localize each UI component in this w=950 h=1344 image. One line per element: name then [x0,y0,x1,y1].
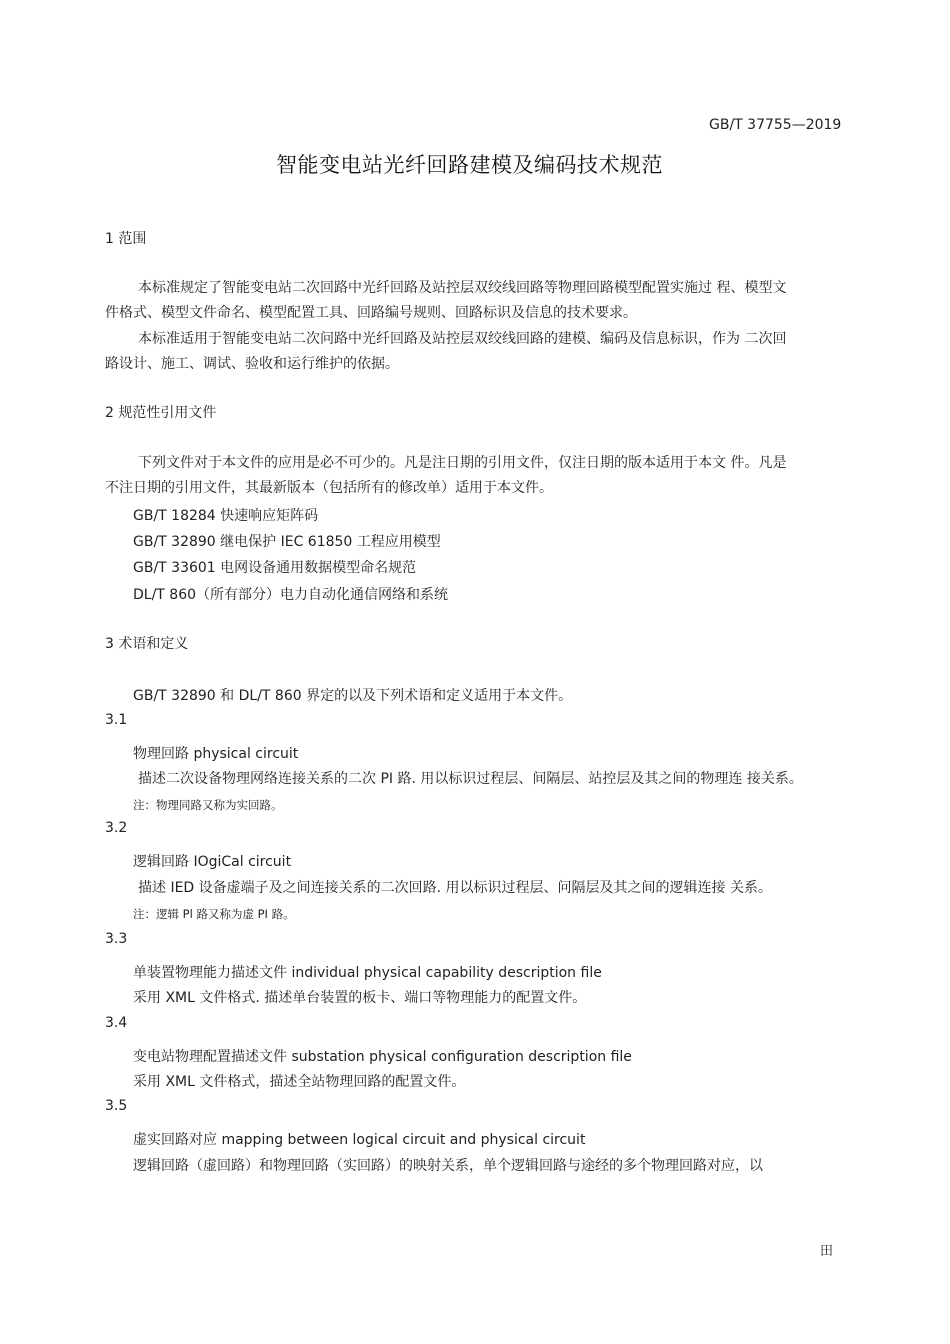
section-1-paragraph-1-line-2: 件格式、模型文件命名、模型配置工具、回路编号规则、回路标识及信息的技术要求。 [105,305,637,321]
reference-item: DL/T 860（所有部分）电力自动化通信网络和系统 [133,587,449,603]
section-1-paragraph-2-line-2: 路设计、施工、调试、验收和运行维护的依据。 [105,356,399,372]
document-title: 智能变电站光纤回路建模及编码技术规范 [276,153,663,177]
term-title: 逻辑回路 IOgiCal circuit [133,854,292,870]
term-title: 变电站物理配置描述文件 substation physical configuration description file [133,1049,632,1065]
term-number: 3.2 [105,820,128,836]
section-1-paragraph-2-line-1: 本标准适用于智能变电站二次问路中光纤回路及站控层双绞线回路的建模、编码及信息标识，作为 二次回 [138,331,787,347]
section-1-paragraph-1-line-1: 本标准规定了智能变电站二次回路中光纤回路及站控层双绞线回路等物理回路模型配置实施过 程、模型文 [138,280,787,296]
section-1-heading: 1 范围 [105,231,147,247]
term-note: 注：逻辑 Pl 路又称为虚 PI 路。 [133,907,295,921]
page-mark: 田 [820,1244,834,1259]
section-2-heading: 2 规范性引用文件 [105,405,217,421]
term-number: 3.3 [105,931,128,947]
term-number: 3.4 [105,1015,128,1031]
section-3-heading: 3 术语和定义 [105,636,189,652]
term-note: 注：物理同路又称为实回路。 [133,798,283,812]
term-number: 3.1 [105,712,128,728]
section-2-paragraph-line-2: 不注日期的引用文件，其最新版本（包括所有的修改单）适用于本文件。 [105,480,553,496]
term-definition: 逻辑回路（虚回路）和物理回路（实回路）的映射关系，单个逻辑回路与途经的多个物理回路对应，以 [133,1158,763,1174]
term-definition: 采用 XML 文件格式. 描述单台装置的板卡、端口等物理能力的配置文件。 [133,990,587,1006]
term-definition: 描述 IED 设备虚端子及之间连接关系的二次回路. 用以标识过程层、问隔层及其之间的逻辑连接 关系。 [138,880,773,896]
term-number: 3.5 [105,1098,128,1114]
reference-item: GB/T 18284 快速响应矩阵码 [133,508,319,524]
section-2-paragraph-line-1: 下列文件对于本文件的应用是必不可少的。凡是注日期的引用文件，仅注日期的版本适用于本文 件。凡是 [138,455,787,471]
standard-number: GB/T 37755—2019 [709,117,842,133]
term-definition: 采用 XML 文件格式，描述全站物理回路的配置文件。 [133,1074,466,1090]
term-title: 单装置物理能力描述文件 individual physical capability description file [133,965,602,981]
reference-item: GB/T 32890 继电保护 IEC 61850 工程应用模型 [133,534,441,550]
term-title: 虚实回路对应 mapping between logical circuit and physical circuit [133,1132,586,1148]
term-definition: 描述二次设备物理网络连接关系的二次 PI 路. 用以标识过程层、间隔层、站控层及其之间的物理连 接关系。 [138,771,803,787]
term-title: 物理回路 physical circuit [133,746,299,762]
section-3-intro: GB/T 32890 和 DL/T 860 界定的以及下列术语和定义适用于本文件。 [133,688,573,704]
reference-item: GB/T 33601 电网设备通用数据模型命名规范 [133,560,417,576]
